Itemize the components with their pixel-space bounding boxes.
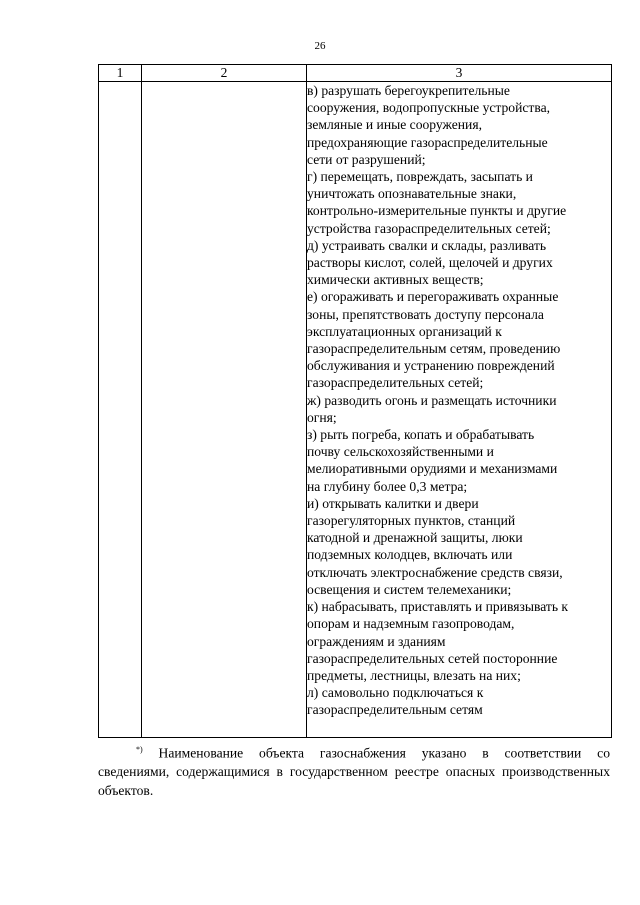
text-line: ограждениям и зданиям [307, 633, 446, 649]
text-line: химически активных веществ; [307, 272, 484, 288]
text-line: контрольно-измерительные пункты и другие [307, 203, 567, 219]
text-line: е) огораживать и перегораживать охранные [307, 289, 559, 305]
text-line: мелиоративными орудиями и механизмами [307, 461, 558, 477]
text-line: уничтожать опознавательные знаки, [307, 186, 517, 202]
text-line: освещения и систем телемеханики; [307, 581, 512, 597]
table-row [99, 82, 612, 738]
text-line: огня; [307, 409, 337, 425]
text-line: газораспределительным сетям, проведению [307, 341, 561, 357]
text-line: газораспределительных сетей посторонние [307, 650, 558, 666]
table-cell-col2 [142, 82, 307, 738]
text-line: газораспределительным сетям [307, 702, 483, 718]
text-line: опорам и надземным газопроводам, [307, 616, 515, 632]
text-line: газорегуляторных пунктов, станций [307, 513, 516, 529]
text-line: з) рыть погреба, копать и обрабатывать [307, 427, 535, 443]
text-line: предохраняющие газораспределительные [307, 134, 548, 150]
requirements-table [98, 64, 612, 738]
text-line: и) открывать калитки и двери [307, 495, 479, 511]
footnote-first-line [98, 741, 610, 763]
text-line: на глубину более 0,3 метра; [307, 478, 468, 494]
text-line: газораспределительных сетей; [307, 375, 484, 391]
footnote-line-1: Наименование объекта газоснабжения указано в соответствии со [158, 745, 610, 761]
text-line: обслуживания и устранению повреждений [307, 358, 555, 374]
text-line: сети от разрушений; [307, 151, 426, 167]
footnote [98, 741, 610, 800]
text-line: л) самовольно подключаться к [307, 685, 484, 701]
text-line: в) разрушать берегоукрепительные [307, 83, 510, 98]
text-line: отключать электроснабжение средств связи, [307, 564, 563, 580]
column-header-1: 1 [99, 65, 142, 82]
text-line: предметы, лестницы, влезать на них; [307, 667, 521, 683]
text-line: к) набрасывать, приставлять и привязывать к [307, 599, 569, 615]
text-line: растворы кислот, солей, щелочей и других [307, 255, 553, 271]
text-line: подземных колодцев, включать или [307, 547, 513, 563]
footnote-mark: *) [136, 745, 143, 754]
footnote-line-2: сведениями, содержащимися в государственном реестре опасных производственных объектов. [98, 764, 610, 798]
text-line: устройства газораспределительных сетей; [307, 220, 551, 236]
text-line: г) перемещать, повреждать, засыпать и [307, 169, 533, 185]
column-header-3: 3 [307, 65, 612, 82]
text-line: почву сельскохозяйственными и [307, 444, 494, 460]
table-header-row [99, 65, 612, 82]
text-line: земляные и иные сооружения, [307, 117, 482, 133]
text-line: зоны, препятствовать доступу персонала [307, 306, 544, 322]
text-line: сооружения, водопропускные устройства, [307, 100, 551, 116]
text-line: д) устраивать свалки и склады, разливать [307, 237, 547, 253]
restrictions-text [307, 82, 611, 719]
table-cell-col1 [99, 82, 142, 738]
table-cell-col3 [307, 82, 612, 738]
text-line: ж) разводить огонь и размещать источники [307, 392, 557, 408]
text-line: катодной и дренажной защиты, люки [307, 530, 523, 546]
text-line: эксплуатационных организаций к [307, 323, 502, 339]
column-header-2: 2 [142, 65, 307, 82]
page-number: 26 [314, 40, 326, 52]
